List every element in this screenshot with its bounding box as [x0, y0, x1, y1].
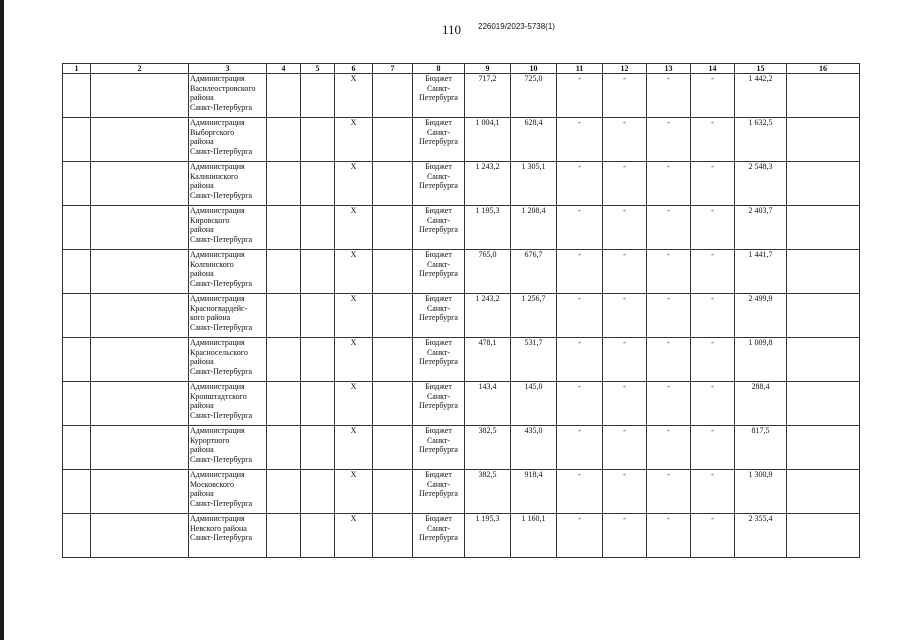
value-col14: - — [691, 294, 735, 338]
cell-col5 — [301, 426, 335, 470]
column-header-9: 9 — [465, 64, 511, 74]
cell-col7 — [373, 206, 413, 250]
table-row — [63, 514, 860, 558]
cell-col1 — [63, 206, 91, 250]
value-col10: 1 160,1 — [511, 514, 557, 558]
cell-x-mark: Х — [335, 382, 373, 426]
value-col10: 435,0 — [511, 426, 557, 470]
table-row — [63, 162, 860, 206]
cell-col4 — [267, 294, 301, 338]
value-col9: 717,2 — [465, 74, 511, 118]
cell-col2 — [91, 250, 189, 294]
cell-col4 — [267, 426, 301, 470]
value-col14: - — [691, 118, 735, 162]
cell-col16 — [787, 382, 860, 426]
organization-name: Администрация Кронштадтского района Санкт-Петербурга — [189, 382, 267, 426]
funding-source: Бюджет Санкт- Петербурга — [413, 426, 465, 470]
funding-source: Бюджет Санкт- Петербурга — [413, 162, 465, 206]
cell-x-mark: Х — [335, 514, 373, 558]
cell-col5 — [301, 470, 335, 514]
value-col10: 1 305,1 — [511, 162, 557, 206]
funding-source: Бюджет Санкт- Петербурга — [413, 250, 465, 294]
value-col13: - — [647, 162, 691, 206]
cell-col1 — [63, 250, 91, 294]
cell-col7 — [373, 470, 413, 514]
cell-col1 — [63, 162, 91, 206]
column-header-2: 2 — [91, 64, 189, 74]
value-col10: 725,0 — [511, 74, 557, 118]
value-col12: - — [603, 250, 647, 294]
table-row — [63, 206, 860, 250]
cell-col4 — [267, 338, 301, 382]
value-col12: - — [603, 426, 647, 470]
cell-x-mark: Х — [335, 118, 373, 162]
value-col11: - — [557, 206, 603, 250]
value-total: 2 548,3 — [735, 162, 787, 206]
cell-x-mark: Х — [335, 74, 373, 118]
funding-source: Бюджет Санкт- Петербурга — [413, 74, 465, 118]
value-col9: 1 243,2 — [465, 294, 511, 338]
value-col10: 918,4 — [511, 470, 557, 514]
value-col11: - — [557, 74, 603, 118]
value-col9: 765,0 — [465, 250, 511, 294]
cell-col16 — [787, 162, 860, 206]
value-col14: - — [691, 470, 735, 514]
column-header-7: 7 — [373, 64, 413, 74]
organization-name: Администрация Красногвардейс- кого района Санкт-Петербурга — [189, 294, 267, 338]
value-col12: - — [603, 514, 647, 558]
cell-col4 — [267, 118, 301, 162]
cell-col5 — [301, 250, 335, 294]
cell-col7 — [373, 382, 413, 426]
value-col11: - — [557, 470, 603, 514]
cell-col2 — [91, 382, 189, 426]
cell-col5 — [301, 206, 335, 250]
cell-col1 — [63, 382, 91, 426]
cell-col2 — [91, 206, 189, 250]
value-col9: 1 243,2 — [465, 162, 511, 206]
table-row — [63, 382, 860, 426]
value-col11: - — [557, 514, 603, 558]
value-col9: 1 195,3 — [465, 206, 511, 250]
cell-col4 — [267, 74, 301, 118]
cell-col7 — [373, 162, 413, 206]
column-header-15: 15 — [735, 64, 787, 74]
cell-x-mark: Х — [335, 338, 373, 382]
value-col9: 382,5 — [465, 426, 511, 470]
cell-col5 — [301, 118, 335, 162]
cell-col7 — [373, 338, 413, 382]
value-total: 1 442,2 — [735, 74, 787, 118]
cell-col5 — [301, 294, 335, 338]
value-col11: - — [557, 294, 603, 338]
value-col10: 1 208,4 — [511, 206, 557, 250]
cell-col4 — [267, 250, 301, 294]
value-col9: 382,5 — [465, 470, 511, 514]
value-col9: 1 004,1 — [465, 118, 511, 162]
value-col12: - — [603, 74, 647, 118]
value-col11: - — [557, 382, 603, 426]
value-col14: - — [691, 338, 735, 382]
table-row — [63, 118, 860, 162]
organization-name: Администрация Красносельского района Санкт-Петербурга — [189, 338, 267, 382]
column-header-10: 10 — [511, 64, 557, 74]
cell-col1 — [63, 294, 91, 338]
cell-col1 — [63, 338, 91, 382]
funding-source: Бюджет Санкт- Петербурга — [413, 382, 465, 426]
cell-col5 — [301, 162, 335, 206]
value-total: 2 499,9 — [735, 294, 787, 338]
value-col11: - — [557, 162, 603, 206]
column-header-6: 6 — [335, 64, 373, 74]
value-col14: - — [691, 206, 735, 250]
cell-col2 — [91, 514, 189, 558]
budget-table — [62, 63, 860, 558]
value-col13: - — [647, 206, 691, 250]
cell-col2 — [91, 426, 189, 470]
cell-col7 — [373, 118, 413, 162]
cell-col4 — [267, 162, 301, 206]
cell-col16 — [787, 514, 860, 558]
value-col13: - — [647, 426, 691, 470]
cell-col16 — [787, 294, 860, 338]
cell-col7 — [373, 74, 413, 118]
funding-source: Бюджет Санкт- Петербурга — [413, 206, 465, 250]
page-number: 110 — [442, 22, 462, 37]
value-col11: - — [557, 338, 603, 382]
organization-name: Администрация Выборгского района Санкт-Петербурга — [189, 118, 267, 162]
value-total: 1 632,5 — [735, 118, 787, 162]
value-col12: - — [603, 382, 647, 426]
cell-x-mark: Х — [335, 294, 373, 338]
value-col14: - — [691, 426, 735, 470]
value-col11: - — [557, 118, 603, 162]
cell-x-mark: Х — [335, 426, 373, 470]
document-id: 226019/2023-5738(1) — [478, 22, 555, 31]
cell-col2 — [91, 118, 189, 162]
organization-name: Администрация Калининского района Санкт-Петербурга — [189, 162, 267, 206]
value-col12: - — [603, 294, 647, 338]
cell-col1 — [63, 74, 91, 118]
value-col13: - — [647, 250, 691, 294]
value-col13: - — [647, 294, 691, 338]
cell-col2 — [91, 162, 189, 206]
cell-col7 — [373, 426, 413, 470]
value-col9: 143,4 — [465, 382, 511, 426]
organization-name: Администрация Курортного района Санкт-Петербурга — [189, 426, 267, 470]
column-header-8: 8 — [413, 64, 465, 74]
table-body — [63, 74, 860, 558]
cell-col7 — [373, 514, 413, 558]
cell-col2 — [91, 338, 189, 382]
cell-col5 — [301, 382, 335, 426]
organization-name: Администрация Кировского района Санкт-Петербурга — [189, 206, 267, 250]
value-col11: - — [557, 250, 603, 294]
value-col10: 1 256,7 — [511, 294, 557, 338]
table-row — [63, 294, 860, 338]
value-col10: 531,7 — [511, 338, 557, 382]
cell-col16 — [787, 74, 860, 118]
column-header-3: 3 — [189, 64, 267, 74]
cell-col5 — [301, 514, 335, 558]
table-row — [63, 470, 860, 514]
cell-col2 — [91, 294, 189, 338]
cell-col1 — [63, 426, 91, 470]
organization-name: Администрация Колпинского района Санкт-Петербурга — [189, 250, 267, 294]
value-col10: 145,0 — [511, 382, 557, 426]
cell-x-mark: Х — [335, 162, 373, 206]
cell-col16 — [787, 250, 860, 294]
cell-col5 — [301, 74, 335, 118]
cell-col4 — [267, 382, 301, 426]
value-col13: - — [647, 118, 691, 162]
cell-col16 — [787, 338, 860, 382]
column-header-14: 14 — [691, 64, 735, 74]
cell-x-mark: Х — [335, 470, 373, 514]
column-header-11: 11 — [557, 64, 603, 74]
scan-edge-shadow — [0, 0, 4, 640]
value-col12: - — [603, 470, 647, 514]
column-header-5: 5 — [301, 64, 335, 74]
funding-source: Бюджет Санкт- Петербурга — [413, 470, 465, 514]
funding-source: Бюджет Санкт- Петербурга — [413, 294, 465, 338]
value-col13: - — [647, 470, 691, 514]
cell-col7 — [373, 250, 413, 294]
table-row — [63, 74, 860, 118]
value-total: 817,5 — [735, 426, 787, 470]
cell-col7 — [373, 294, 413, 338]
value-col13: - — [647, 514, 691, 558]
cell-col4 — [267, 206, 301, 250]
table-row — [63, 250, 860, 294]
cell-col2 — [91, 470, 189, 514]
organization-name: Администрация Московского района Санкт-Петербурга — [189, 470, 267, 514]
column-header-row — [63, 64, 860, 74]
table-row — [63, 338, 860, 382]
funding-source: Бюджет Санкт- Петербурга — [413, 338, 465, 382]
organization-name: Администрация Невского района Санкт-Петербурга — [189, 514, 267, 558]
value-col12: - — [603, 206, 647, 250]
column-header-12: 12 — [603, 64, 647, 74]
value-col14: - — [691, 382, 735, 426]
value-col14: - — [691, 250, 735, 294]
column-header-13: 13 — [647, 64, 691, 74]
cell-col16 — [787, 426, 860, 470]
column-header-4: 4 — [267, 64, 301, 74]
funding-source: Бюджет Санкт- Петербурга — [413, 514, 465, 558]
value-total: 2 403,7 — [735, 206, 787, 250]
value-col9: 478,1 — [465, 338, 511, 382]
value-col12: - — [603, 338, 647, 382]
value-col14: - — [691, 514, 735, 558]
funding-source: Бюджет Санкт- Петербурга — [413, 118, 465, 162]
value-col10: 628,4 — [511, 118, 557, 162]
table-row — [63, 426, 860, 470]
value-col13: - — [647, 382, 691, 426]
cell-col4 — [267, 514, 301, 558]
value-col14: - — [691, 74, 735, 118]
value-col11: - — [557, 426, 603, 470]
value-total: 288,4 — [735, 382, 787, 426]
cell-col2 — [91, 74, 189, 118]
cell-col16 — [787, 118, 860, 162]
cell-x-mark: Х — [335, 250, 373, 294]
value-col12: - — [603, 162, 647, 206]
cell-col1 — [63, 514, 91, 558]
value-col13: - — [647, 338, 691, 382]
value-col13: - — [647, 74, 691, 118]
value-col9: 1 195,3 — [465, 514, 511, 558]
value-col10: 676,7 — [511, 250, 557, 294]
column-header-16: 16 — [787, 64, 860, 74]
cell-col5 — [301, 338, 335, 382]
column-header-1: 1 — [63, 64, 91, 74]
value-total: 1 300,9 — [735, 470, 787, 514]
value-total: 1 441,7 — [735, 250, 787, 294]
organization-name: Администрация Василеостровского района Санкт-Петербурга — [189, 74, 267, 118]
cell-col1 — [63, 470, 91, 514]
cell-x-mark: Х — [335, 206, 373, 250]
cell-col1 — [63, 118, 91, 162]
value-col14: - — [691, 162, 735, 206]
cell-col16 — [787, 206, 860, 250]
cell-col4 — [267, 470, 301, 514]
value-col12: - — [603, 118, 647, 162]
cell-col16 — [787, 470, 860, 514]
value-total: 2 355,4 — [735, 514, 787, 558]
value-total: 1 009,8 — [735, 338, 787, 382]
